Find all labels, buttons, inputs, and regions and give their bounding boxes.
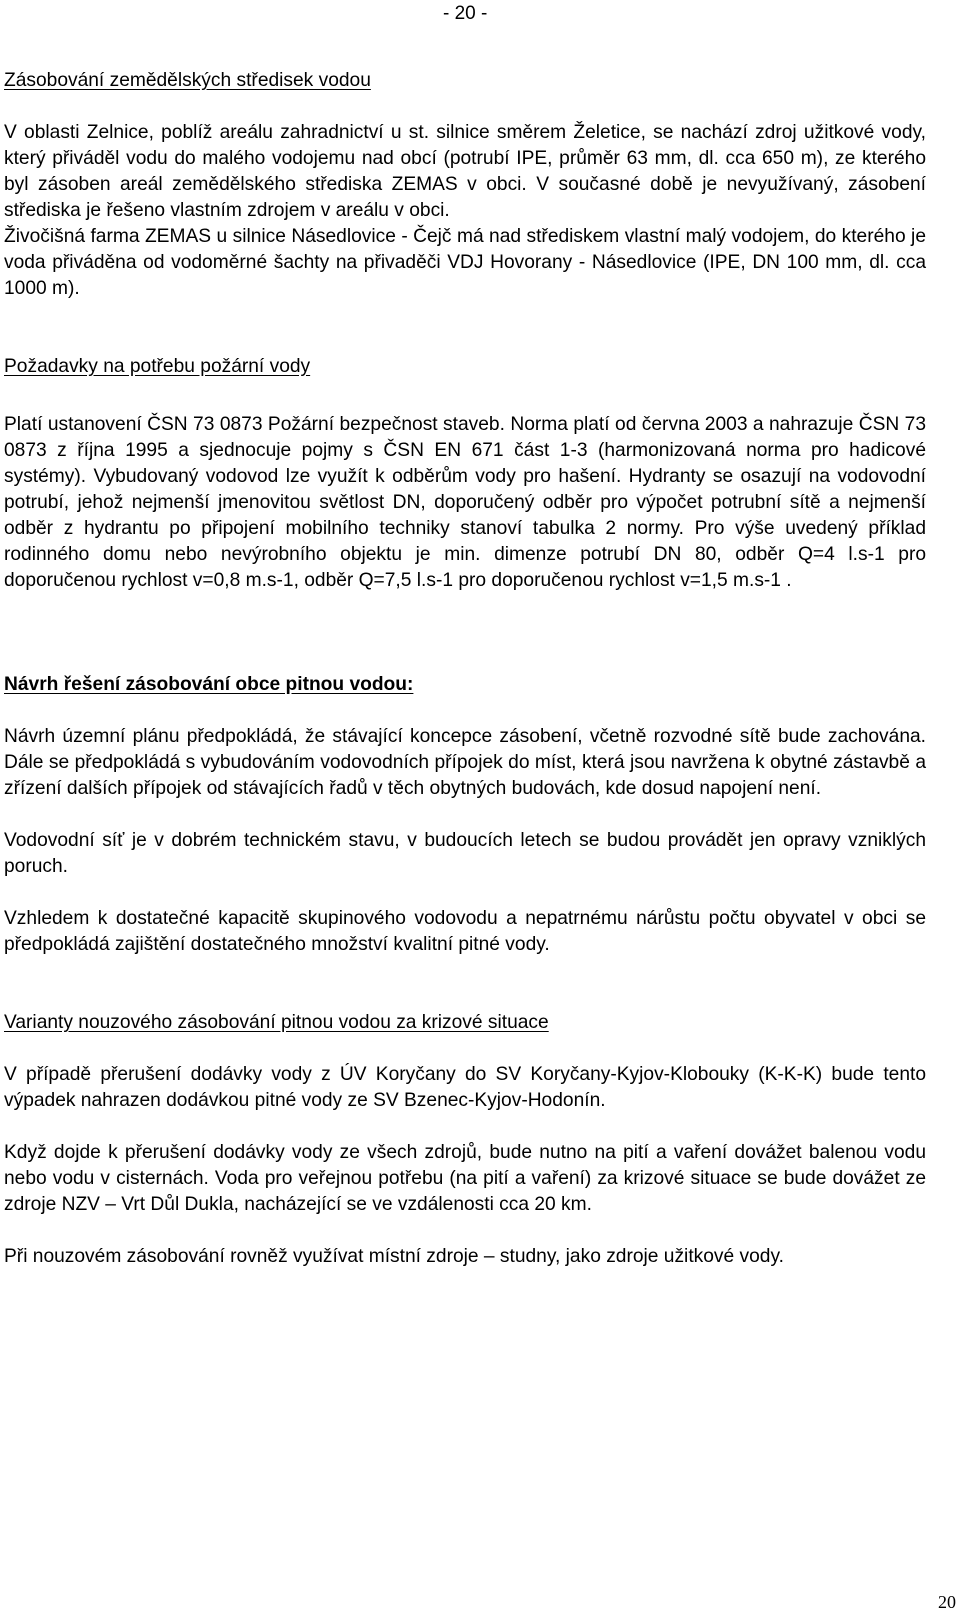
page-footer-number: 20 <box>938 1592 956 1612</box>
paragraph-fire-water-norm: Platí ustanovení ČSN 73 0873 Požární bezpečnost staveb. Norma platí od června 2003 a nahrazuje ČSN 73 0873 z října 1995 a sjednocuje pojmy s ČSN EN 671 část 1-3 (harmonizovaná norma pro hadicové systémy). Vybudovaný vodovod lze využít k odběrům vody pro hašení. Hydranty se osazují na vodovodní potrubí, jehož nejmenší jmenovitou světlost DN, doporučený odběr pro výpočet potrubní sítě a nejmenší odběr z hydrantu po připojení mobilního techniky stanoví tabulka 2 normy. Pro výše uvedený příklad rodinného domu nebo nevýrobního objektu je min. dimenze potrubí DN 80, odběr Q=4 l.s-1 pro doporučenou rychlost v=0,8 m.s-1, odběr Q=7,5 l.s-1 pro doporučenou rychlost v=1,5 m.s-1 . <box>4 414 926 591</box>
paragraph-farm-water-source: V oblasti Zelnice, poblíž areálu zahradnictví u st. silnice směrem Želetice, se nachází zdroj užitkové vody, který přiváděl vodu do malého vodojemu nad obcí (potrubí IPE, průměr 63 mm, dl. cca 650 m), ze kterého byl zásoben areál zemědělského střediska ZEMAS v obci. V současné době je nevyužívaný, zásobení střediska je řešeno vlastním zdrojem v areálu v obci. <box>4 122 926 221</box>
paragraph-network-state: Vodovodní síť je v dobrém technickém stavu, v budoucích letech se budou provádět jen opravy vzniklých poruch. <box>4 830 926 877</box>
section-heading-drinking-water: Návrh řešení zásobování obce pitnou vodou: <box>4 674 414 695</box>
page-header-number: - 20 - <box>443 3 488 24</box>
section-heading-emergency: Varianty nouzového zásobování pitnou vodou za krizové situace <box>4 1012 549 1033</box>
paragraph-emergency-delivery: Když dojde k přerušení dodávky vody ze všech zdrojů, bude nutno na pití a vaření dovážet balenou vodu nebo vodu v cisternách. Voda pro veřejnou potřebu (na pití a vaření) za krizové situace se bude dovážet ze zdroje NZV – Vrt Důl Dukla, nacházející se ve vzdálenosti cca 20 km. <box>4 1142 926 1215</box>
paragraph-livestock-farm: Živočišná farma ZEMAS u silnice Násedlovice - Čejč má nad střediskem vlastní malý vodojem, do kterého je voda přiváděna od vodoměrné šachty na přivaděči VDJ Hovorany - Násedlovice (IPE, DN 100 mm, dl. cca 1000 m). <box>4 226 926 299</box>
paragraph-emergency-replacement: V případě přerušení dodávky vody z ÚV Koryčany do SV Koryčany-Kyjov-Klobouky (K-K-K) bude tento výpadek nahrazen dodávkou pitné vody ze SV Bzenec-Kyjov-Hodonín. <box>4 1064 926 1111</box>
section-heading-farm-water: Zásobování zemědělských středisek vodou <box>4 70 371 91</box>
paragraph-capacity: Vzhledem k dostatečné kapacitě skupinového vodovodu a nepatrnému nárůstu počtu obyvatel v obci se předpokládá zajištění dostatečného množství kvalitní pitné vody. <box>4 908 926 955</box>
section-heading-fire-water: Požadavky na potřebu požární vody <box>4 356 311 377</box>
paragraph-concept: Návrh územní plánu předpokládá, že stávající koncepce zásobení, včetně rozvodné sítě bude zachována. Dále se předpokládá s vybudováním vodovodních přípojek do míst, která jsou navržena k obytné zástavbě a zřízení dalších přípojek od stávajících řadů v těch obytných budovách, kde dosud napojení není. <box>4 726 926 799</box>
document-body <box>4 68 926 1270</box>
paragraph-emergency-local-sources: Při nouzovém zásobování rovněž využívat místní zdroje – studny, jako zdroje užitkové vody. <box>4 1246 784 1267</box>
